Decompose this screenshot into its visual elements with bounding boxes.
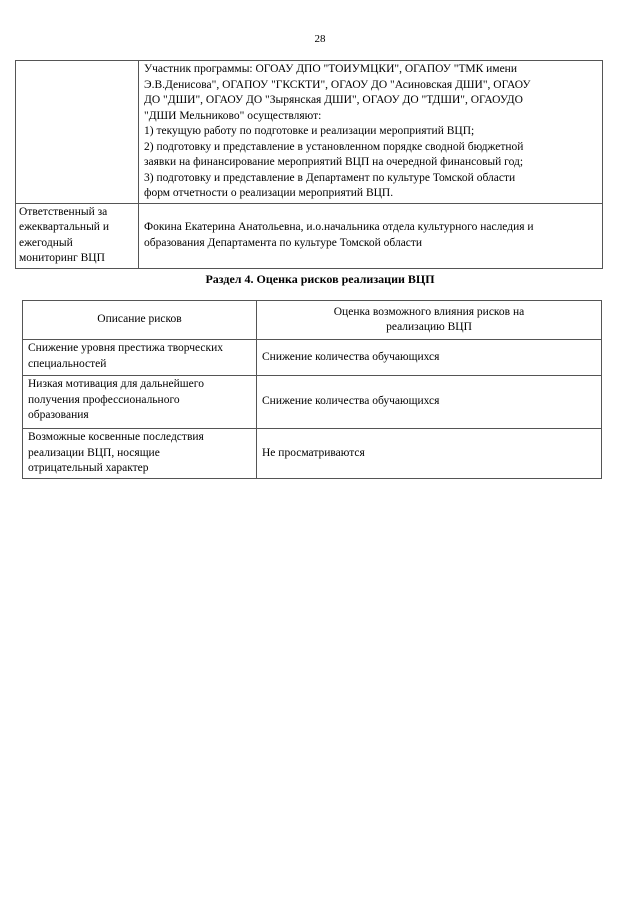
risk-table (22, 300, 602, 479)
text-line: получения профессионального (28, 393, 180, 406)
participant-cell (139, 61, 603, 204)
header-cell-risks: Описание рисков (23, 301, 257, 340)
text-line: отрицательный характер (28, 462, 149, 474)
table-cell-empty (16, 61, 139, 204)
text-line: реализацию ВЦП (386, 321, 472, 333)
text-line: ДО "ДШИ", ОГАОУ ДО "Зырянская ДШИ", ОГАОУ ДО "ТДШИ", ОГАОУДО (144, 94, 523, 106)
text-line: Оценка возможного влияния рисков на (333, 305, 525, 318)
table-row (16, 61, 603, 204)
table-row (23, 429, 602, 479)
text-line: Ответственный за (19, 205, 108, 218)
risk-cell (23, 429, 257, 479)
text-line: ежеквартальный и (19, 221, 109, 233)
table-row (16, 203, 603, 268)
text-line: 3) подготовку и представление в Департамент по культуре Томской области (144, 171, 516, 184)
text-line: 1) текущую работу по подготовке и реализации мероприятий ВЦП; (144, 125, 475, 137)
text-line: образования Департамента по культуре Томской области (144, 236, 423, 249)
program-table (15, 60, 603, 269)
text-line: форм отчетности о реализации мероприятий ВЦП. (144, 187, 394, 199)
page-number: 28 (314, 33, 326, 45)
text-line: Возможные косвенные последствия (28, 431, 204, 443)
responsible-value-cell (139, 203, 603, 268)
text-line: Низкая мотивация для дальнейшего (28, 378, 204, 390)
risk-cell (23, 340, 257, 376)
text-line: мониторинг ВЦП (19, 252, 105, 264)
table-row (23, 376, 602, 429)
risk-cell (23, 376, 257, 429)
text-line: заявки на финансирование мероприятий ВЦП на очередной финансовый год; (144, 156, 524, 168)
text-line: "ДШИ Мельниково" осуществляют: (144, 109, 322, 122)
table-header-row (23, 301, 602, 340)
impact-cell: Снижение количества обучающихся (257, 340, 602, 376)
section-title: Раздел 4. Оценка рисков реализации ВЦП (205, 272, 435, 286)
text-line: ежегодный (19, 236, 73, 249)
text-line: Снижение уровня престижа творческих (28, 342, 224, 354)
impact-cell: Не просматриваются (257, 429, 602, 479)
impact-cell: Снижение количества обучающихся (257, 376, 602, 429)
text-line: 2) подготовку и представление в установленном порядке сводной бюджетной (144, 140, 524, 153)
text-line: Участник программы: ОГОАУ ДПО "ТОИУМЦКИ", ОГАПОУ "ТМК имени (144, 63, 517, 75)
table-row (23, 340, 602, 376)
header-cell-impact (257, 301, 602, 340)
responsible-label-cell (16, 203, 139, 268)
text-line: специальностей (28, 357, 107, 370)
text-line: реализации ВЦП, носящие (28, 446, 160, 459)
text-line: Фокина Екатерина Анатольевна, и.о.начальника отдела культурного наследия и (144, 221, 534, 233)
text-line: образования (28, 409, 89, 421)
text-line: Э.В.Денисова", ОГАПОУ "ГКСКТИ", ОГАОУ ДО "Асиновская ДШИ", ОГАОУ (144, 78, 531, 91)
